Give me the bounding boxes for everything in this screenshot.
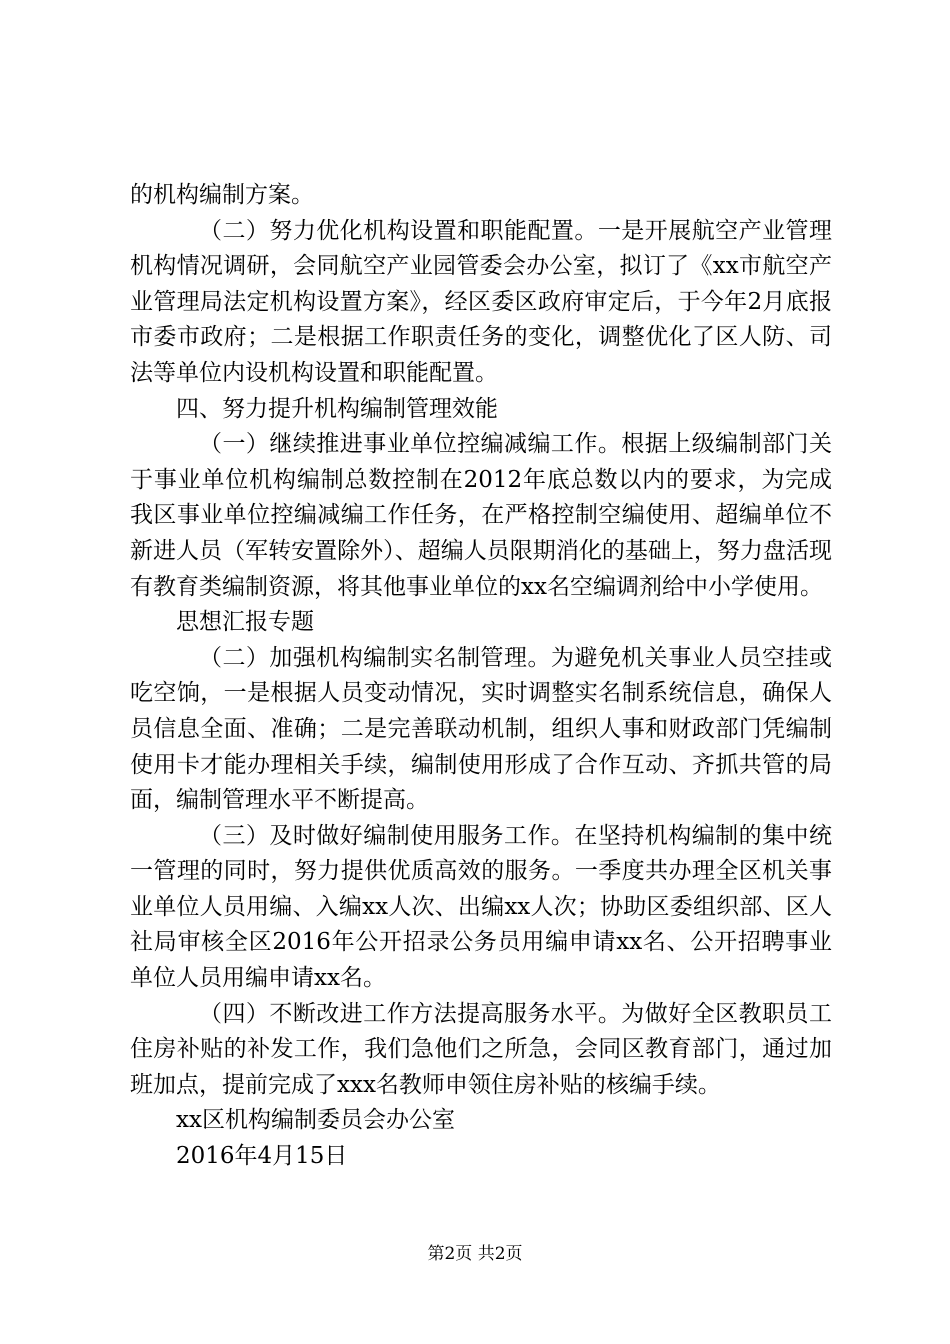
paragraph-control-staffing: （一）继续推进事业单位控编减编工作。根据上级编制部门关于事业单位机构编制总数控制在2012年底总数以内的要求，为完成我区事业单位控编减编工作任务，在严格控制空编使用、超编单位不新进人员（军转安置除外）、超编人员限期消化的基础上，努力盘活现有教育类编制资源，将其他事业单位的xx名空编调剂给中小学使用。 xyxy=(130,431,832,600)
page-number: 第2页 xyxy=(427,1244,473,1264)
signature-organization: xx区机构编制委员会办公室 xyxy=(176,1107,455,1134)
paragraph-optimize-structure: （二）努力优化机构设置和职能配置。一是开展航空产业管理机构情况调研，会同航空产业园管委会办公室，拟订了《xx市航空产业管理局法定机构设置方案》，经区委区政府审定后，于今年2月底报市委市政府；二是根据工作职责任务的变化，调整优化了区人防、司法等单位内设机构设置和职能配置。 xyxy=(130,217,832,386)
document-body xyxy=(130,178,832,1175)
page-total: 共2页 xyxy=(477,1244,523,1264)
paragraph-real-name-management: （二）加强机构编制实名制管理。为避免机关事业人员空挂或吃空饷，一是根据人员变动情况，实时调整实名制系统信息，确保人员信息全面、准确；二是完善联动机制，组织人事和财政部门凭编制使用卡才能办理相关手续，编制使用形成了合作互动、齐抓共管的局面，编制管理水平不断提高。 xyxy=(130,644,832,814)
signature-date: 2016年4月15日 xyxy=(176,1143,348,1170)
paragraph-continuation: 的机构编制方案。 xyxy=(130,182,314,208)
section-heading-topic: 思想汇报专题 xyxy=(176,609,314,636)
page-footer xyxy=(0,1244,950,1264)
section-heading-four: 四、努力提升机构编制管理效能 xyxy=(176,395,498,422)
paragraph-improve-methods: （四）不断改进工作方法提高服务水平。为做好全区教职员工住房补贴的补发工作，我们急他们之所急，会同区教育部门，通过加班加点，提前完成了xxx名教师申领住房补贴的核编手续。 xyxy=(130,1000,832,1098)
paragraph-staffing-service: （三）及时做好编制使用服务工作。在坚持机构编制的集中统一管理的同时，努力提供优质高效的服务。一季度共办理全区机关事业单位人员用编、入编xx人次、出编xx人次；协助区委组织部、区人社局审核全区2016年公开招录公务员用编申请xx名、公开招聘事业单位人员用编申请xx名。 xyxy=(130,822,832,992)
